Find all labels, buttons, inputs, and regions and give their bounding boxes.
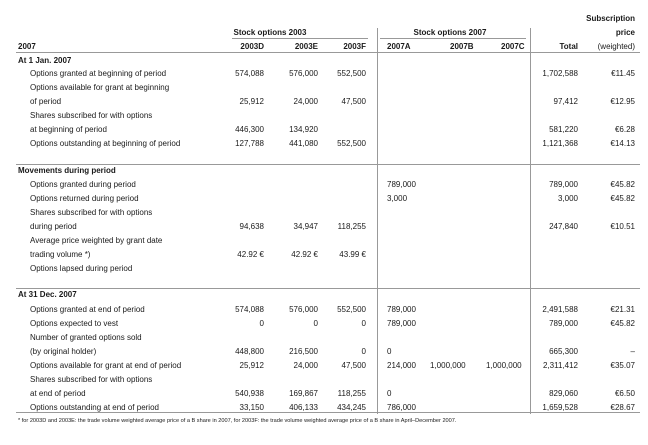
cell-col-2003d: 42.92 € <box>237 250 264 259</box>
row-label: Options outstanding at end of period <box>30 403 159 412</box>
section-title: At 31 Dec. 2007 <box>18 290 77 299</box>
section-title: At 1 Jan. 2007 <box>18 56 72 65</box>
row-label: Options outstanding at beginning of period <box>30 139 181 148</box>
row-label: (by original holder) <box>30 347 97 356</box>
cell-col-2007a: 3,000 <box>387 194 408 203</box>
subscription-header-top: Subscription <box>586 14 635 23</box>
cell-col-price: €6.28 <box>614 125 635 134</box>
cell-col-2003d: 574,088 <box>235 69 264 78</box>
row-label: at beginning of period <box>30 125 107 134</box>
cell-col-2003d: 33,150 <box>239 403 264 412</box>
cell-col-2003d: 446,300 <box>235 125 264 134</box>
col-header-2003f: 2003F <box>343 42 366 51</box>
cell-col-2003d: 448,800 <box>235 347 264 356</box>
cell-col-2007a: 789,000 <box>387 305 416 314</box>
row-label: Shares subscribed for with options <box>30 111 153 120</box>
cell-col-2007a: 789,000 <box>387 180 416 189</box>
col-header-2003d: 2003D <box>240 42 264 51</box>
cell-col-2007a: 0 <box>387 347 392 356</box>
cell-col-total: 2,311,412 <box>543 361 578 370</box>
cell-col-2007a: 214,000 <box>387 361 416 370</box>
row-label: Number of granted options sold <box>30 333 142 342</box>
cell-col-2003f: 47,500 <box>341 97 366 106</box>
section-title: Movements during period <box>18 166 116 175</box>
cell-col-price: – <box>630 347 635 356</box>
cell-col-2007b: 1,000,000 <box>430 361 466 370</box>
cell-col-price: €10.51 <box>610 222 635 231</box>
year-header: 2007 <box>18 42 36 51</box>
row-label: during period <box>30 222 77 231</box>
cell-col-price: €12.95 <box>610 97 635 106</box>
cell-col-price: €21.31 <box>610 305 635 314</box>
row-label: Options returned during period <box>30 194 139 203</box>
separator-2003-2007 <box>377 28 378 414</box>
cell-col-2003d: 0 <box>259 319 264 328</box>
col-header-2007b: 2007B <box>450 42 474 51</box>
cell-col-price: €28.67 <box>610 403 635 412</box>
cell-col-2003f: 118,255 <box>337 389 366 398</box>
cell-col-2003e: 441,080 <box>289 139 318 148</box>
cell-col-2003e: 42.92 € <box>291 250 318 259</box>
cell-col-2003f: 552,500 <box>337 69 366 78</box>
row-label: Options granted during period <box>30 180 136 189</box>
section-divider <box>16 288 640 289</box>
cell-col-2007a: 789,000 <box>387 319 416 328</box>
col-header-2007c: 2007C <box>501 42 525 51</box>
cell-col-total: 2,491,588 <box>542 305 578 314</box>
cell-col-2003f: 0 <box>361 319 366 328</box>
cell-col-total: 1,121,368 <box>542 139 578 148</box>
cell-col-2003e: 216,500 <box>289 347 318 356</box>
cell-col-2003d: 540,938 <box>235 389 264 398</box>
footnote: * for 2003D and 2003E: the trade volume weighted average price of a B share in 2007, for 2003F: the trade volume weighted average price of a B share in April–December 2007. <box>18 418 457 424</box>
col-header-2007a: 2007A <box>387 42 411 51</box>
cell-col-2003e: 169,867 <box>289 389 318 398</box>
cell-col-total: 3,000 <box>557 194 578 203</box>
cell-col-2007a: 0 <box>387 389 392 398</box>
cell-col-2003d: 25,912 <box>239 361 264 370</box>
cell-col-price: €11.45 <box>611 69 635 78</box>
section-divider <box>16 164 640 165</box>
cell-col-price: €6.50 <box>614 389 635 398</box>
cell-col-2003f: 434,245 <box>337 403 366 412</box>
rule-2003 <box>232 38 368 39</box>
cell-col-price: €45.82 <box>610 319 635 328</box>
cell-col-2003e: 576,000 <box>289 305 318 314</box>
cell-col-total: 581,220 <box>549 125 578 134</box>
cell-col-total: 1,659,528 <box>542 403 578 412</box>
row-label: Options available for grant at end of period <box>30 361 182 370</box>
cell-col-2003f: 0 <box>361 347 366 356</box>
cell-col-price: €45.82 <box>610 180 635 189</box>
cell-col-total: 1,702,588 <box>542 69 578 78</box>
cell-col-total: 97,412 <box>553 97 578 106</box>
cell-col-total: 789,000 <box>549 319 578 328</box>
cell-col-2003d: 94,638 <box>239 222 264 231</box>
col-header-2003e: 2003E <box>294 42 318 51</box>
cell-col-2003e: 134,920 <box>289 125 318 134</box>
cell-col-2003d: 127,788 <box>235 139 264 148</box>
row-label: Options lapsed during period <box>30 264 133 273</box>
row-label: Shares subscribed for with options <box>30 208 153 217</box>
cell-col-price: €45.82 <box>610 194 635 203</box>
cell-col-price: €35.07 <box>610 361 635 370</box>
cell-col-total: 789,000 <box>549 180 578 189</box>
row-label: Options available for grant at beginning <box>30 83 170 92</box>
row-label: Shares subscribed for with options <box>30 375 153 384</box>
cell-col-2003e: 406,133 <box>289 403 318 412</box>
row-label: Options granted at beginning of period <box>30 69 167 78</box>
header-rule <box>16 52 640 53</box>
cell-col-2003f: 552,500 <box>337 305 366 314</box>
cell-col-total: 829,060 <box>549 389 578 398</box>
row-label: Options expected to vest <box>30 319 119 328</box>
rule-2007 <box>380 38 526 39</box>
cell-col-2003d: 574,088 <box>235 305 264 314</box>
cell-col-2007c: 1,000,000 <box>486 361 522 370</box>
group-header-2007: Stock options 2007 <box>413 28 487 37</box>
cell-col-2003e: 24,000 <box>293 361 318 370</box>
cell-col-2003e: 34,947 <box>293 222 318 231</box>
row-label: of period <box>30 97 62 106</box>
cell-col-2003f: 118,255 <box>337 222 366 231</box>
cell-col-2003e: 0 <box>313 319 318 328</box>
row-label: Options granted at end of period <box>30 305 145 314</box>
col-header-total: Total <box>559 42 578 51</box>
cell-col-2003e: 576,000 <box>289 69 318 78</box>
col-header-weighted: (weighted) <box>597 42 635 51</box>
row-label: at end of period <box>30 389 86 398</box>
row-label: trading volume *) <box>30 250 91 259</box>
subscription-header-mid: price <box>615 28 635 37</box>
cell-col-total: 247,840 <box>549 222 578 231</box>
cell-col-2003f: 47,500 <box>341 361 366 370</box>
cell-col-2003f: 43.99 € <box>339 250 366 259</box>
cell-col-price: €14.13 <box>610 139 635 148</box>
separator-2007-total <box>530 28 531 414</box>
cell-col-total: 665,300 <box>549 347 578 356</box>
cell-col-2003e: 24,000 <box>293 97 318 106</box>
row-label: Average price weighted by grant date <box>30 236 163 245</box>
cell-col-2007a: 786,000 <box>387 403 416 412</box>
group-header-2003: Stock options 2003 <box>233 28 307 37</box>
cell-col-2003f: 552,500 <box>337 139 366 148</box>
cell-col-2003d: 25,912 <box>239 97 264 106</box>
